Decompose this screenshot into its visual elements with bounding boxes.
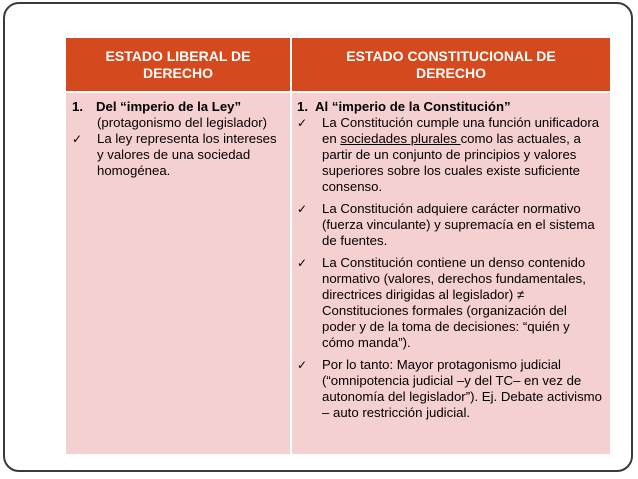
checkmark-icon: ✓ (72, 132, 83, 146)
item-title-text: Del “imperio de la Ley” (96, 99, 242, 114)
cell-estado-constitucional (292, 93, 610, 454)
list-item (297, 115, 604, 195)
list-item-text: La Constitución contiene un denso contenido normativo (valores, derechos fundamentales, directrices dirigidas al legislador) ≠ Constituciones formales (organización del poder y de la toma de decisiones: “quién y cómo manda”). (322, 255, 586, 350)
text-part: como las actuales, a partir de un conjunto de principios y valores superiores sobre los cuales existe suficiente consenso. (322, 131, 581, 194)
checkmark-icon: ✓ (297, 116, 308, 130)
list-item (297, 357, 604, 421)
checkmark-icon: ✓ (297, 256, 308, 270)
header-estado-liberal: ESTADO LIBERAL DE DERECHO (105, 47, 251, 81)
list-item (297, 201, 604, 249)
header-estado-constitucional: ESTADO CONSTITUCIONAL DE DERECHO (346, 47, 556, 81)
table-body-row (66, 93, 610, 454)
underlined-text: sociedades plurales (340, 131, 461, 146)
item-number: 1. (297, 99, 308, 114)
item-title (72, 99, 284, 115)
list-item-text (322, 115, 604, 195)
checkmark-icon: ✓ (297, 202, 308, 216)
list-item-text: La Constitución adquiere carácter normativo (fuerza vinculante) y supremacía en el sistema de fuentes. (322, 201, 595, 248)
checkmark-icon: ✓ (297, 358, 308, 372)
table-header-row (66, 38, 610, 91)
comparison-table (66, 38, 610, 454)
cell-estado-liberal (66, 93, 290, 454)
list-item (297, 255, 604, 351)
item-title-text: Al “imperio de la Constitución” (315, 99, 511, 114)
item-number: 1. (72, 99, 83, 114)
text-part: La Constitución cumple una función unificadora en (322, 115, 600, 146)
list-item-text: Por lo tanto: Mayor protagonismo judicial (“omnipotencia judicial –y del TC– en vez de autonomía del legislador”). Ej. Debate activismo – auto restricción judicial. (322, 357, 603, 420)
list-item-text: La ley representa los intereses y valores de una sociedad homogénea. (97, 131, 277, 178)
item-subtitle: (protagonismo del legislador) (97, 115, 268, 130)
item-title (297, 99, 604, 115)
list-item (72, 131, 284, 179)
